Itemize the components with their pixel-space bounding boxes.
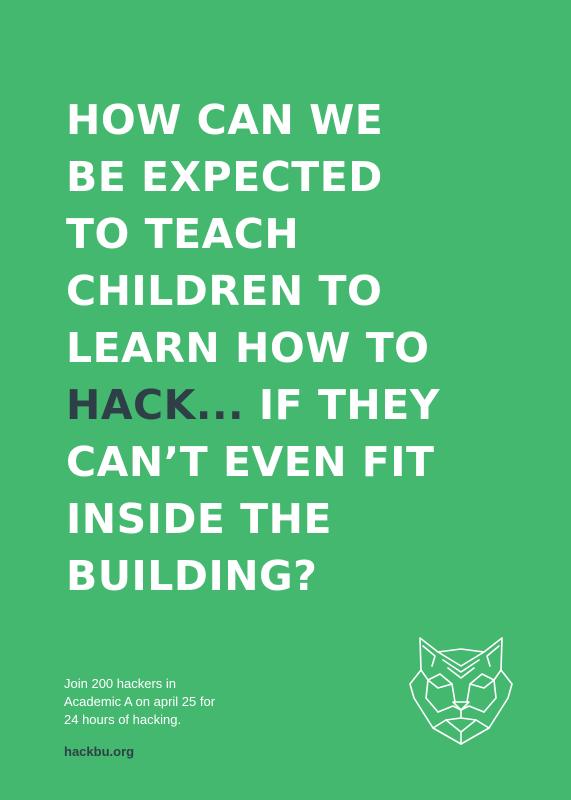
headline-line-4: CHILDREN TO [66, 267, 383, 315]
headline [66, 92, 546, 605]
headline-line-8: INSIDE THE [66, 495, 332, 543]
event-description-line-1: Join 200 hackers in [64, 676, 177, 691]
headline-line-6-rest: IF THEY [244, 381, 440, 429]
headline-line-6 [66, 377, 546, 434]
headline-highlight-hack: HACK... [66, 381, 245, 429]
website-link[interactable]: hackbu.org [64, 744, 135, 759]
tiger-head-logo-icon [408, 636, 514, 746]
headline-line-1: HOW CAN WE [66, 96, 384, 144]
headline-line-9: BUILDING? [66, 552, 318, 600]
headline-line-2: BE EXPECTED [66, 153, 383, 201]
event-description-line-2: Academic A on april 25 for [64, 694, 216, 709]
headline-line-7: CAN’T EVEN FIT [66, 438, 435, 486]
headline-line-5: LEARN HOW TO [66, 324, 430, 372]
event-description-line-3: 24 hours of hacking. [64, 712, 182, 727]
headline-line-3: TO TEACH [66, 210, 300, 258]
event-description [64, 675, 215, 729]
